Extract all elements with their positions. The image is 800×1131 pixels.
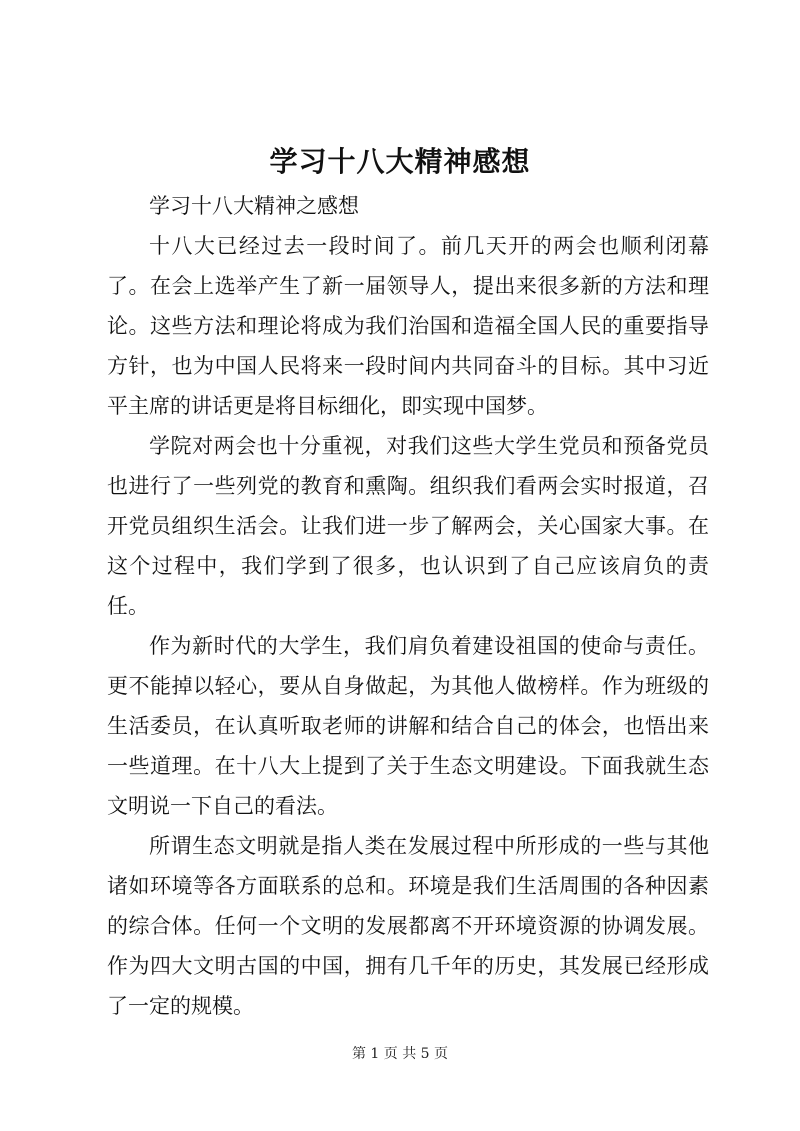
body-paragraph: 所谓生态文明就是指人类在发展过程中所形成的一些与其他诸如环境等各方面联系的总和。环境是我们生活周围的各种因素的综合体。任何一个文明的发展都离不开环境资源的协调发展。作为四大文明古国的中国，拥有几千年的历史，其发展已经形成了一定的规模。 bbox=[107, 834, 709, 1018]
body-paragraph: 学院对两会也十分重视，对我们这些大学生党员和预备党员也进行了一些列党的教育和熏陶。组织我们看两会实时报道，召开党员组织生活会。让我们进一步了解两会，关心国家大事。在这个过程中，我们学到了很多，也认识到了自己应该肩负的责任。 bbox=[107, 434, 709, 618]
subtitle-paragraph: 学习十八大精神之感想 bbox=[149, 194, 359, 218]
body-paragraph: 作为新时代的大学生，我们肩负着建设祖国的使命与责任。更不能掉以轻心，要从自身做起，为其他人做榜样。作为班级的生活委员，在认真听取老师的讲解和结合自己的体会，也悟出来一些道理。在十八大上提到了关于生态文明建设。下面我就生态文明说一下自己的看法。 bbox=[107, 634, 709, 818]
document-body bbox=[107, 186, 709, 1026]
document-title: 学习十八大精神感想 bbox=[269, 145, 531, 178]
body-paragraph: 十八大已经过去一段时间了。前几天开的两会也顺利闭幕了。在会上选举产生了新一届领导人，提出来很多新的方法和理论。这些方法和理论将成为我们治国和造福全国人民的重要指导方针，也为中国人民将来一段时间内共同奋斗的目标。其中习近平主席的讲话更是将目标细化，即实现中国梦。 bbox=[107, 234, 709, 418]
page-number-footer: 第 1 页 共 5 页 bbox=[351, 1046, 449, 1062]
